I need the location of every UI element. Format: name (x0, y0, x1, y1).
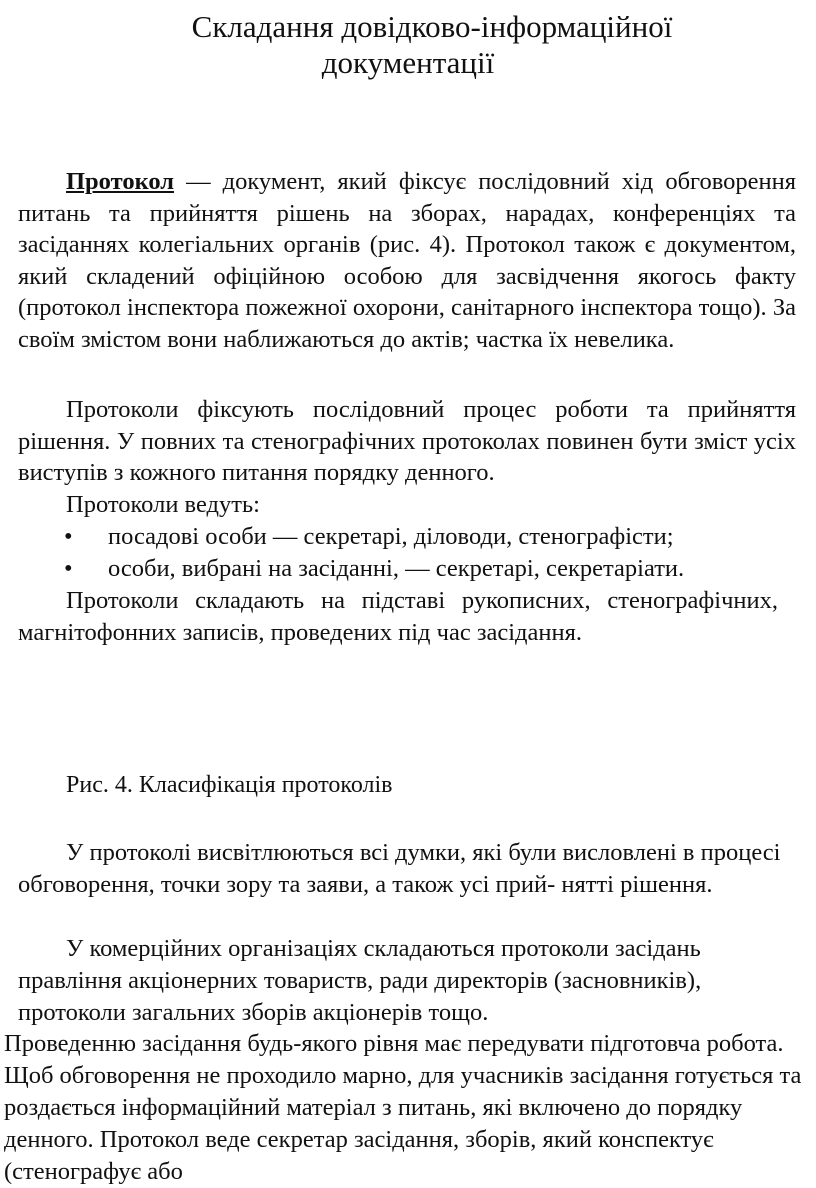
paragraph-protocol-definition (18, 166, 796, 356)
paragraph-protocol-process: Протоколи фіксують послідовний процес роботи та прийняття рішення. У повних та стенографічних протоколах повинен бути зміст усіх виступів з кожного питання порядку денного. (18, 396, 796, 487)
paragraph-commercial-protocols: У комерційних організаціях складаються протоколи засідань правління акціонерних товариств, ради директорів (засновників), протоколи загальних зборів акціонерів тощо. (18, 935, 702, 1026)
keepers-list (18, 521, 796, 584)
paragraph-protocol-sources: Протоколи складають на підставі рукописних, стенографічних, магнітофонних записів, проведених під час засідання. (18, 587, 778, 646)
paragraph-protocol-definition-text: — документ, який фіксує послідовний хід обговорення питань та прийняття рішень на зборах, нарадах, конференціях та засіданнях колегіальних органів (рис. 4). Протокол також є документом, який складений офіційною особою для засвідчення якогось факту (протокол інспектора пожежної охорони, санітарного інспектора тощо). За своїм змістом вони наближаються до актів; частка їх невелика. (18, 168, 796, 353)
paragraph-protocol-content: У протоколі висвітлюються всі думки, які були висловлені в процесі обговорення, точки зору та заяви, а також усі прий- нятті рішення. (18, 839, 781, 898)
term-protocol: Протокол (66, 168, 175, 195)
list-item-text: особи, вибрані на засіданні, — секретарі, секретаріати. (108, 554, 685, 582)
list-item (18, 553, 796, 585)
bullet-icon: • (64, 554, 73, 582)
list-item (18, 521, 796, 553)
paragraph-protocol-keepers: Протоколи ведуть: (66, 491, 260, 518)
page-title-line-2: документації (321, 45, 495, 80)
bullet-icon: • (64, 523, 73, 550)
figure-caption: Рис. 4. Класифікація протоколів (66, 772, 393, 798)
list-item-text: посадові особи — секретарі, діловоди, стенографісти; (108, 523, 674, 550)
page-title-line-1: Складання довідково-інформаційної (191, 9, 673, 44)
paragraph-meeting-preparation: Проведенню засідання будь-якого рівня має передувати підготовча робота. Щоб обговорення не проходило марно, для учасників засідання готується та роздається інформаційний матеріал з питань, які включено до порядку денного. Протокол веде секретар засідання, зборів, який конспектує (стенографує або (4, 1030, 802, 1185)
